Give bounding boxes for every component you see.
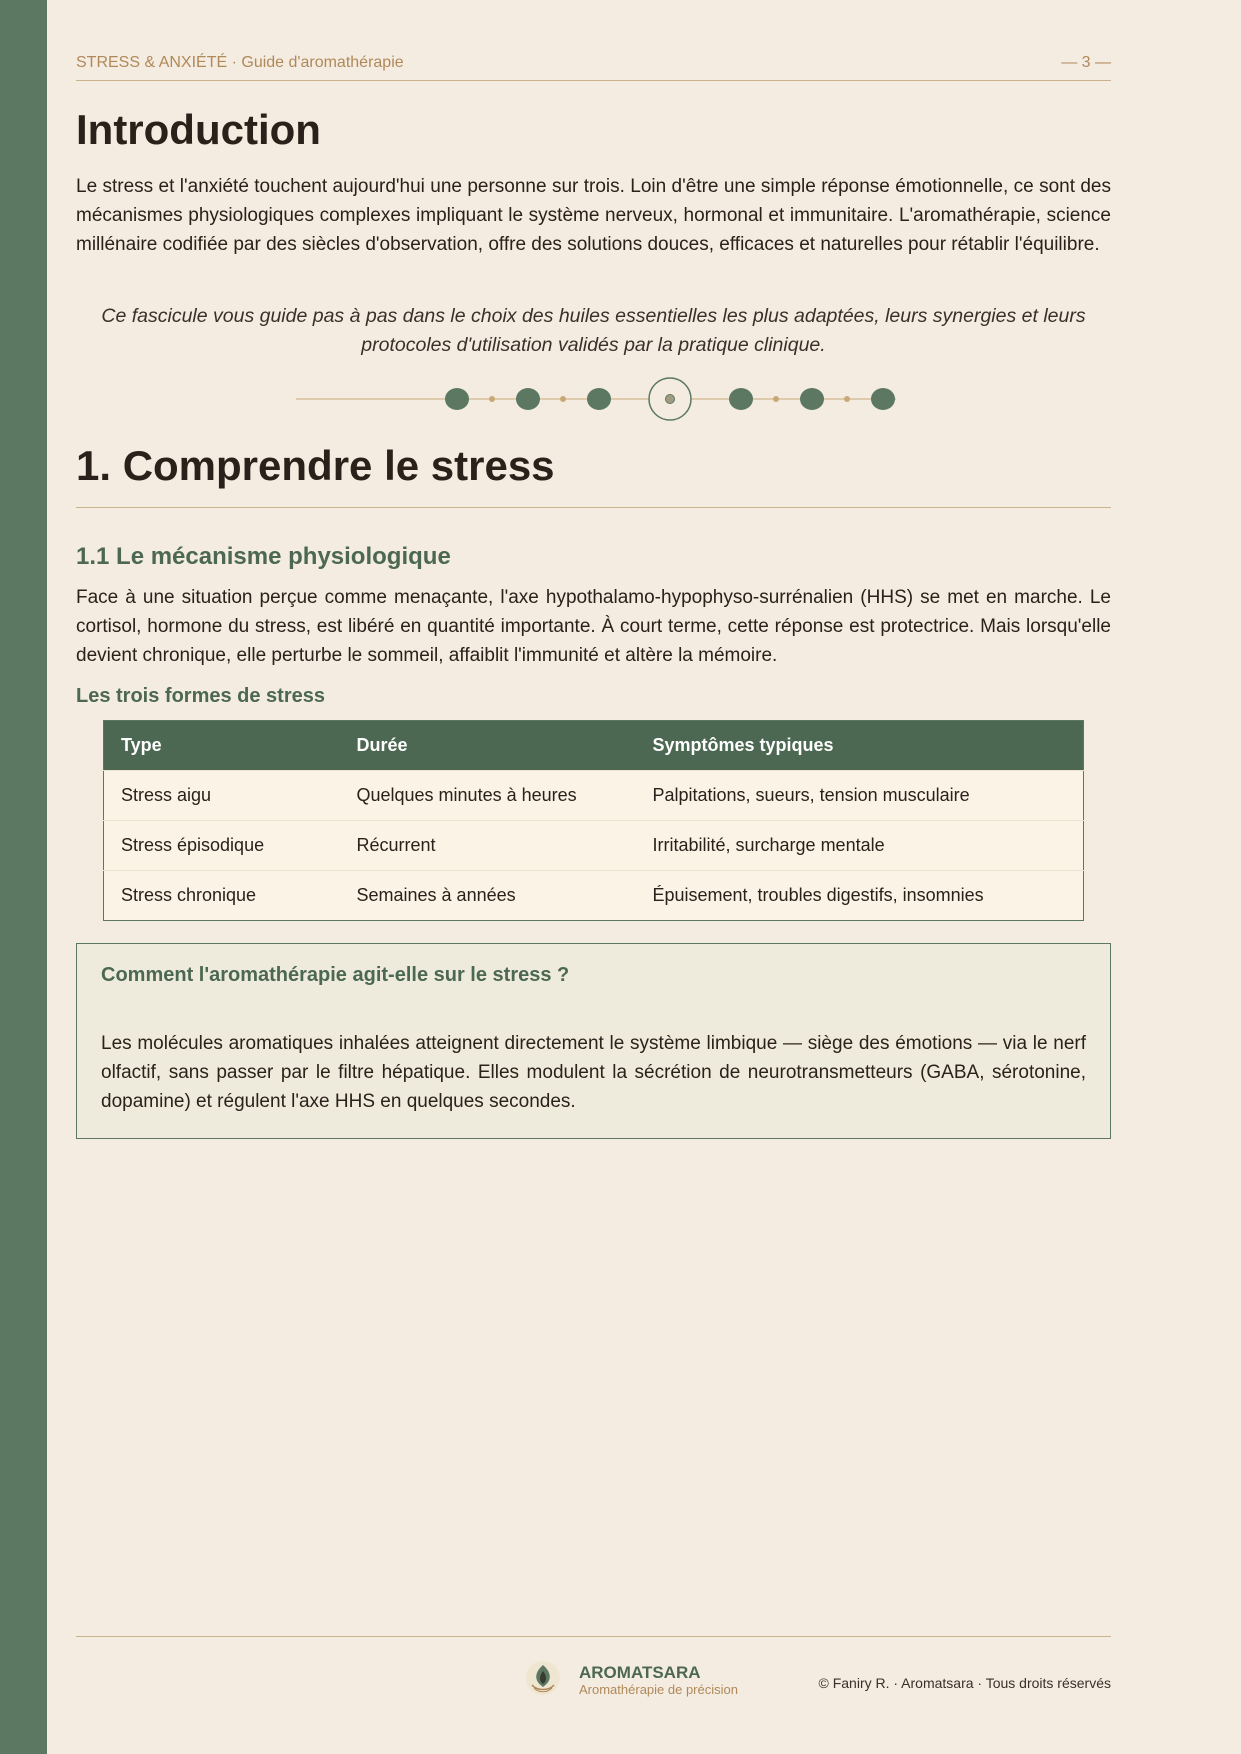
- table-cell: Irritabilité, surcharge mentale: [636, 821, 1084, 871]
- introduction-paragraph: Le stress et l'anxiété touchent aujourd'hui une personne sur trois. Loin d'être une simple réponse émotionnelle, ce sont des mécanismes physiologiques complexes impliquant le système nerveux, hormonal et immunitaire. L'aromathérapie, science millénaire codifiée par des siècles d'observation, offre des solutions douces, efficaces et naturelles pour rétablir l'équilibre.: [76, 176, 1111, 255]
- table-row: [104, 771, 1084, 821]
- footer-brand: [579, 1664, 738, 1697]
- table-cell: Stress aigu: [104, 771, 340, 821]
- table-cell: Stress épisodique: [104, 821, 340, 871]
- table-cell: Quelques minutes à heures: [340, 771, 636, 821]
- dot-divider-ornament-icon: [296, 374, 896, 424]
- table-header-row: [104, 721, 1084, 771]
- subsection-1-1-paragraph: Face à une situation perçue comme menaçante, l'axe hypothalamo-hypophyso-surrénalien (HHS) se met en marche. Le cortisol, hormone du stress, est libéré en quantité importante. À court terme, cette réponse est protectrice. Mais lorsqu'elle devient chronique, elle perturbe le sommeil, affaiblit l'immunité et altère la mémoire.: [76, 587, 1111, 666]
- table-row: [104, 821, 1084, 871]
- stress-types-table: [103, 720, 1084, 921]
- table-cell: Stress chronique: [104, 871, 340, 921]
- table-header-duration: Durée: [340, 721, 636, 771]
- stress-table-title: Les trois formes de stress: [76, 685, 325, 707]
- left-color-bar: [0, 0, 47, 1754]
- table-header-symptoms: Symptômes typiques: [636, 721, 1084, 771]
- brand-tagline: Aromathérapie de précision: [579, 1682, 738, 1697]
- subsection-1-1-title: 1.1 Le mécanisme physiologique: [76, 543, 451, 570]
- table-cell: Récurrent: [340, 821, 636, 871]
- aromatherapy-callout-box: [76, 943, 1111, 1139]
- callout-title: Comment l'aromathérapie agit-elle sur le stress ?: [101, 964, 570, 986]
- table-row: [104, 871, 1084, 921]
- leaf-drop-logo-icon: [525, 1660, 561, 1696]
- table-cell: Palpitations, sueurs, tension musculaire: [636, 771, 1084, 821]
- section-divider: [76, 507, 1111, 508]
- table-cell: Semaines à années: [340, 871, 636, 921]
- introduction-title: Introduction: [76, 106, 321, 153]
- table-cell: Épuisement, troubles digestifs, insomnies: [636, 871, 1084, 921]
- header-title: STRESS & ANXIÉTÉ · Guide d'aromathérapie: [76, 54, 404, 71]
- section-1-title: 1. Comprendre le stress: [76, 442, 555, 489]
- document-page: [76, 0, 1111, 1754]
- brand-name: AROMATSARA: [579, 1663, 701, 1682]
- callout-paragraph: Les molécules aromatiques inhalées atteignent directement le système limbique — siège des émotions — via le nerf olfactif, sans passer par le filtre hépatique. Elles modulent la sécrétion de neurotransmetteurs (GABA, sérotonine, dopamine) et régulent l'axe HHS en quelques secondes.: [101, 1033, 1086, 1112]
- footer-divider: [76, 1636, 1111, 1637]
- page-number: — 3 —: [1061, 54, 1111, 71]
- table-header-type: Type: [104, 721, 340, 771]
- running-header: [76, 54, 1111, 81]
- introduction-quote: Ce fascicule vous guide pas à pas dans le choix des huiles essentielles les plus adaptées, leurs synergies et leurs protocoles d'utilisation validés par la pratique clinique.: [101, 305, 1086, 356]
- copyright-notice: © Faniry R. · Aromatsara · Tous droits réservés: [818, 1675, 1111, 1691]
